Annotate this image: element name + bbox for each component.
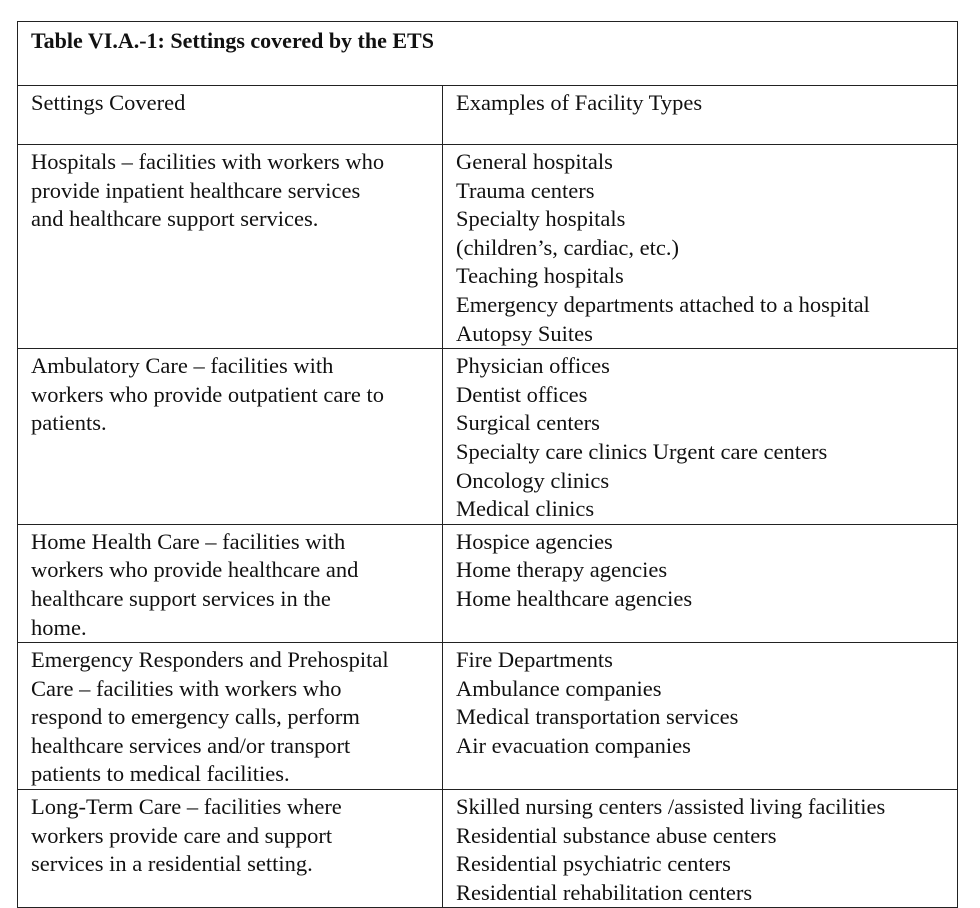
example-item: Specialty hospitals bbox=[456, 206, 626, 232]
setting-line: workers who provide healthcare and bbox=[31, 557, 359, 583]
example-item: (children’s, cardiac, etc.) bbox=[456, 234, 680, 260]
example-item: Skilled nursing centers /assisted living facilities bbox=[456, 794, 886, 820]
table-row-home-health-care bbox=[18, 524, 958, 642]
setting-line: provide inpatient healthcare services bbox=[31, 177, 361, 203]
setting-line: patients to medical facilities. bbox=[31, 761, 290, 787]
example-item: Trauma centers bbox=[456, 177, 595, 203]
setting-line: services in a residential setting. bbox=[31, 851, 313, 877]
setting-line: respond to emergency calls, perform bbox=[31, 704, 360, 730]
setting-line: and healthcare support services. bbox=[31, 206, 319, 232]
example-item: Residential substance abuse centers bbox=[456, 822, 777, 848]
example-item: Hospice agencies bbox=[456, 528, 613, 554]
example-item: Home healthcare agencies bbox=[456, 585, 693, 611]
setting-line: patients. bbox=[31, 410, 107, 436]
example-item: Residential psychiatric centers bbox=[456, 851, 731, 877]
header-facility-types: Examples of Facility Types bbox=[443, 86, 958, 145]
example-item: Oncology clinics bbox=[456, 467, 610, 493]
setting-line: home. bbox=[31, 614, 87, 640]
example-item: Home therapy agencies bbox=[456, 557, 668, 583]
table-title-row bbox=[18, 22, 958, 86]
settings-table bbox=[17, 21, 958, 908]
example-item: Fire Departments bbox=[456, 647, 613, 673]
setting-line: workers who provide outpatient care to bbox=[31, 381, 385, 407]
example-item: Medical clinics bbox=[456, 496, 595, 522]
examples-cell bbox=[443, 349, 958, 525]
example-item: Autopsy Suites bbox=[456, 320, 593, 346]
setting-line: Hospitals – facilities with workers who bbox=[31, 149, 385, 174]
setting-line: healthcare services and/or transport bbox=[31, 732, 351, 758]
setting-line: workers provide care and support bbox=[31, 822, 333, 848]
example-item: Teaching hospitals bbox=[456, 263, 624, 289]
table-row-emergency-responders bbox=[18, 643, 958, 790]
example-item: Air evacuation companies bbox=[456, 732, 691, 758]
setting-line: healthcare support services in the bbox=[31, 585, 331, 611]
setting-line: Care – facilities with workers who bbox=[31, 675, 342, 701]
setting-cell bbox=[18, 643, 443, 790]
table-header-row bbox=[18, 86, 958, 145]
setting-line: Long-Term Care – facilities where bbox=[31, 794, 342, 820]
header-settings-covered: Settings Covered bbox=[18, 86, 443, 145]
examples-cell bbox=[443, 790, 958, 908]
table-row-hospitals bbox=[18, 145, 958, 349]
table-title: Table VI.A.-1: Settings covered by the ETS bbox=[18, 22, 958, 86]
examples-cell bbox=[443, 524, 958, 642]
example-item: Dentist offices bbox=[456, 381, 588, 407]
example-item: Specialty care clinics Urgent care centers bbox=[456, 438, 828, 464]
setting-cell bbox=[18, 790, 443, 908]
examples-cell bbox=[443, 643, 958, 790]
example-item: Physician offices bbox=[456, 353, 610, 379]
setting-cell bbox=[18, 145, 443, 349]
example-item: Surgical centers bbox=[456, 410, 600, 436]
setting-line: Ambulatory Care – facilities with bbox=[31, 353, 334, 379]
example-item: Medical transportation services bbox=[456, 704, 739, 730]
setting-line: Home Health Care – facilities with bbox=[31, 528, 346, 554]
example-item: Emergency departments attached to a hospital bbox=[456, 291, 870, 317]
setting-cell bbox=[18, 349, 443, 525]
example-item: Residential rehabilitation centers bbox=[456, 879, 753, 905]
table-row-ambulatory-care bbox=[18, 349, 958, 525]
table-row-long-term-care bbox=[18, 790, 958, 908]
setting-cell bbox=[18, 524, 443, 642]
examples-cell bbox=[443, 145, 958, 349]
example-item: Ambulance companies bbox=[456, 675, 662, 701]
setting-line: Emergency Responders and Prehospital bbox=[31, 647, 389, 673]
example-item: General hospitals bbox=[456, 149, 613, 174]
